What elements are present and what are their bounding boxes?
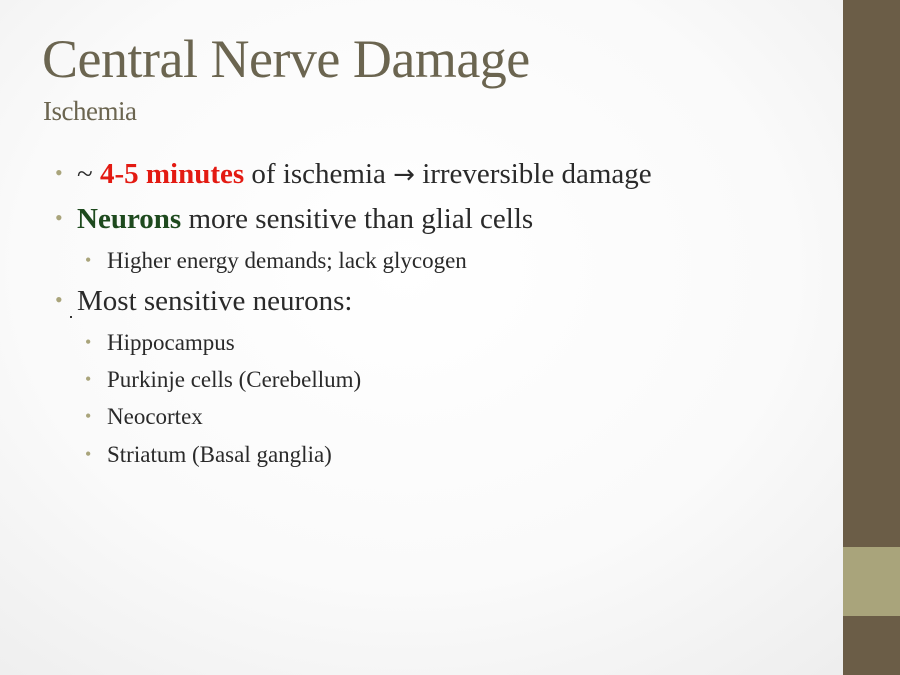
arrow-right-icon: → (393, 160, 415, 190)
bullet-text: Most sensitive neurons: (77, 285, 353, 317)
sub-bullet-text: Hippocampus (107, 330, 235, 355)
bullet-highlight-minutes: 4-5 minutes (99, 158, 245, 190)
sub-bullet-icon: • (85, 369, 92, 389)
bullet-most-sensitive (55, 285, 353, 318)
bullet-neurons-sensitive (55, 203, 533, 236)
sub-bullet-purkinje (85, 367, 361, 393)
sub-bullet-icon: • (85, 444, 92, 464)
bullet-icon: • (55, 160, 63, 185)
sub-bullet-text: Neocortex (107, 404, 203, 429)
sub-bullet-text: Purkinje cells (Cerebellum) (107, 367, 362, 392)
sub-bullet-icon: • (85, 332, 92, 352)
sub-bullet-neocortex (85, 404, 203, 430)
bullet-middle-text: of ischemia (244, 158, 394, 190)
bullet-prefix: ~ (77, 158, 100, 190)
sidebar-accent-block (843, 547, 900, 616)
bullet-highlight-neurons: Neurons (77, 203, 182, 235)
sub-bullet-text: Striatum (Basal ganglia) (107, 442, 332, 467)
slide-title: Central Nerve Damage (42, 29, 530, 89)
bullet-icon: • (55, 205, 63, 230)
sub-bullet-icon: • (85, 406, 92, 426)
sub-bullet-striatum (85, 442, 332, 468)
bullet-ischemia-time (55, 158, 652, 191)
sub-bullet-energy (85, 248, 467, 274)
sub-bullet-hippocampus (85, 330, 235, 356)
slide-subtitle: Ischemia (43, 96, 137, 126)
sub-bullet-text: Higher energy demands; lack glycogen (107, 248, 467, 273)
bullet-suffix-text: irreversible damage (414, 158, 652, 190)
sub-bullet-icon: • (85, 250, 92, 270)
bullet-suffix-text: more sensitive than glial cells (181, 203, 534, 235)
bullet-icon: • (55, 287, 63, 312)
stray-dot (70, 316, 72, 318)
